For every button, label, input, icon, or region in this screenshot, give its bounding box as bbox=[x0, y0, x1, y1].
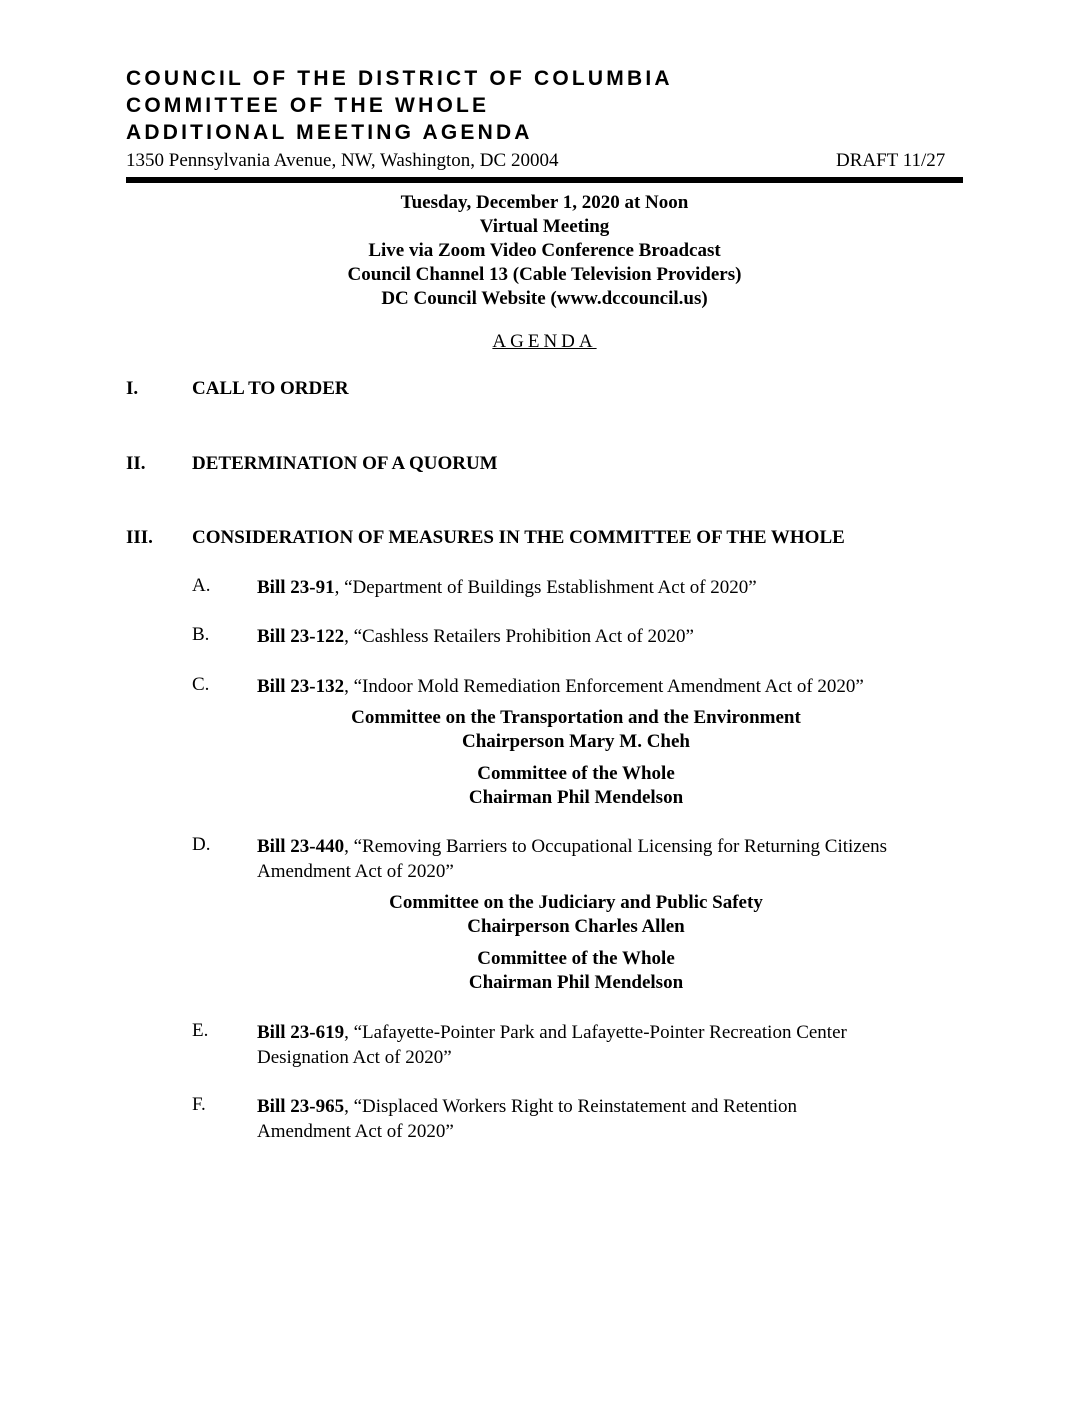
item-letter: E. bbox=[192, 1020, 209, 1041]
section-numeral: I. bbox=[126, 378, 139, 399]
agenda-title: AGENDA bbox=[492, 331, 597, 352]
bill-title: , “Cashless Retailers Prohibition Act of 2020” bbox=[344, 626, 694, 647]
bill-number: Bill 23-91 bbox=[257, 577, 335, 598]
section-title: CONSIDERATION OF MEASURES IN THE COMMITTEE OF THE WHOLE bbox=[192, 527, 845, 548]
agenda-item bbox=[257, 575, 937, 600]
agenda-item bbox=[257, 674, 957, 699]
agenda-type-heading: ADDITIONAL MEETING AGENDA bbox=[126, 121, 533, 144]
bill-title: , “Lafayette-Pointer Park and Lafayette-Pointer Recreation Center Designation Act of 2020” bbox=[257, 1022, 847, 1068]
committee-chair: Chairman Phil Mendelson bbox=[468, 787, 684, 808]
committee-name: Committee of the Whole bbox=[477, 763, 675, 784]
item-letter: F. bbox=[192, 1094, 206, 1115]
bill-number: Bill 23-132 bbox=[257, 676, 345, 697]
meeting-website: DC Council Website (www.dccouncil.us) bbox=[381, 288, 708, 309]
bill-title: , “Department of Buildings Establishment Act of 2020” bbox=[334, 577, 757, 598]
committee-name: Committee of the Whole bbox=[477, 948, 675, 969]
item-letter: A. bbox=[192, 575, 211, 596]
council-address: 1350 Pennsylvania Avenue, NW, Washington, DC 20004 bbox=[126, 150, 559, 171]
council-name-heading: COUNCIL OF THE DISTRICT OF COLUMBIA bbox=[126, 67, 673, 90]
committee-chair: Chairperson Mary M. Cheh bbox=[462, 731, 690, 752]
committee-name: Committee on the Transportation and the Environment bbox=[351, 707, 801, 728]
agenda-item bbox=[257, 1094, 877, 1144]
item-letter: C. bbox=[192, 674, 210, 695]
agenda-item bbox=[257, 1020, 927, 1070]
item-letter: B. bbox=[192, 624, 210, 645]
agenda-item bbox=[257, 834, 917, 884]
section-title: CALL TO ORDER bbox=[192, 378, 349, 399]
section-numeral: III. bbox=[126, 527, 153, 548]
bill-title: , “Removing Barriers to Occupational Licensing for Returning Citizens Amendment Act of 2020” bbox=[257, 836, 888, 882]
bill-number: Bill 23-440 bbox=[257, 836, 345, 857]
draft-label: DRAFT 11/27 bbox=[836, 150, 946, 171]
meeting-broadcast: Live via Zoom Video Conference Broadcast bbox=[368, 240, 721, 261]
bill-number: Bill 23-965 bbox=[257, 1096, 345, 1117]
bill-number: Bill 23-122 bbox=[257, 626, 345, 647]
meeting-type: Virtual Meeting bbox=[479, 216, 610, 237]
bill-title: , “Displaced Workers Right to Reinstatement and Retention Amendment Act of 2020” bbox=[257, 1096, 798, 1142]
committee-name: Committee on the Judiciary and Public Safety bbox=[389, 892, 763, 913]
committee-chair: Chairperson Charles Allen bbox=[467, 916, 685, 937]
committee-heading: COMMITTEE OF THE WHOLE bbox=[126, 94, 490, 117]
meeting-date: Tuesday, December 1, 2020 at Noon bbox=[400, 192, 689, 213]
bill-title: , “Indoor Mold Remediation Enforcement Amendment Act of 2020” bbox=[344, 676, 864, 697]
committee-chair: Chairman Phil Mendelson bbox=[468, 972, 684, 993]
section-title: DETERMINATION OF A QUORUM bbox=[192, 453, 498, 474]
agenda-item bbox=[257, 624, 937, 649]
meeting-channel: Council Channel 13 (Cable Television Providers) bbox=[347, 264, 742, 285]
bill-number: Bill 23-619 bbox=[257, 1022, 345, 1043]
header-rule bbox=[126, 177, 963, 183]
section-numeral: II. bbox=[126, 453, 146, 474]
item-letter: D. bbox=[192, 834, 211, 855]
